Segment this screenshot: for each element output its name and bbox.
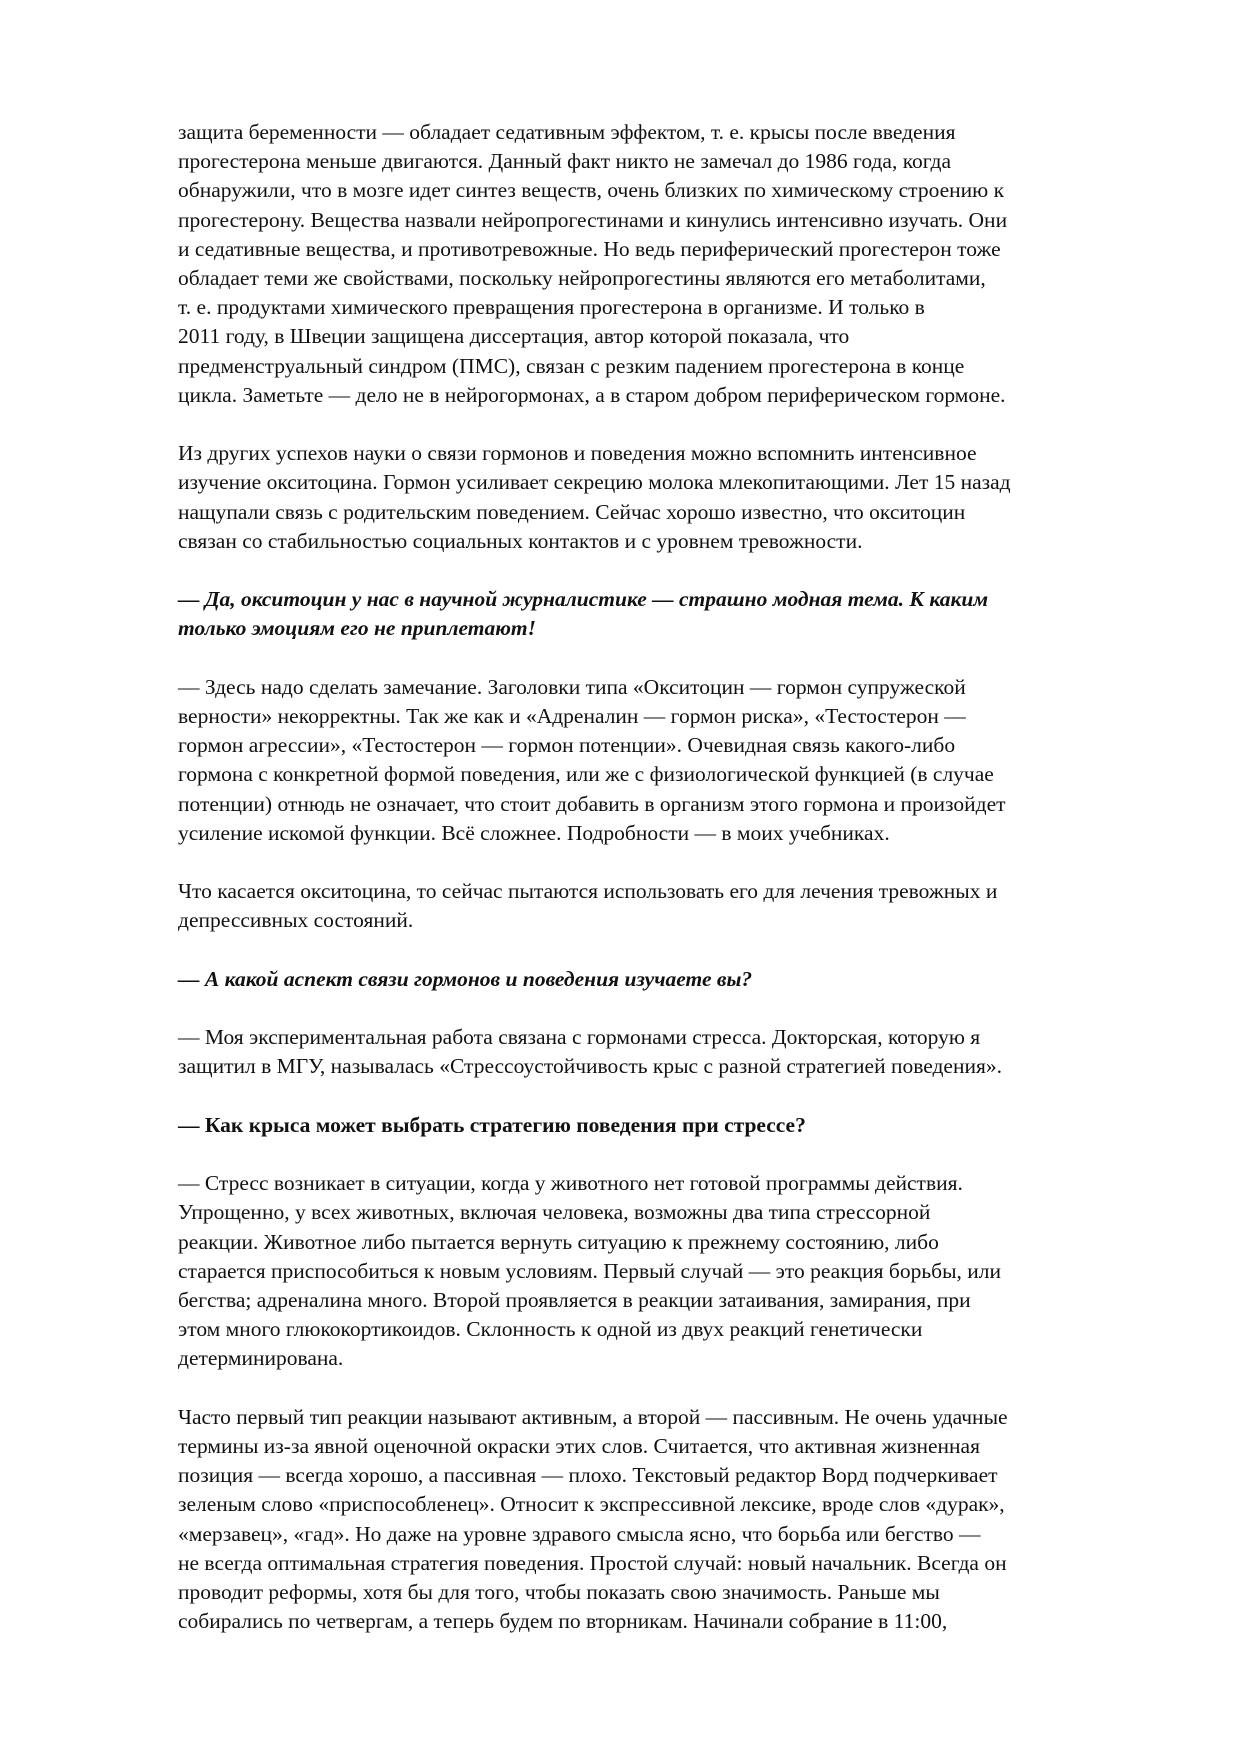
text-line: т. е. продуктами химического превращения прогестерона в организме. И только в bbox=[178, 295, 925, 320]
body-paragraph bbox=[178, 118, 1160, 410]
body-paragraph bbox=[178, 673, 1160, 848]
text-line: цикла. Заметьте — дело не в нейрогормонах, а в старом добром периферическом гормоне. bbox=[178, 382, 1006, 407]
text-line: собирались по четвергам, а теперь будем по вторникам. Начинали собрание в 11:00, bbox=[178, 1609, 948, 1634]
interview-question bbox=[178, 965, 1160, 994]
text-line: предменструальный синдром (ПМС), связан с резким падением прогестерона в конце bbox=[178, 353, 965, 378]
body-paragraph bbox=[178, 1023, 1160, 1081]
text-line: Что касается окситоцина, то сейчас пытаются использовать его для лечения тревожных и bbox=[178, 879, 998, 904]
text-line: детерминирована. bbox=[178, 1346, 344, 1371]
text-line: — А какой аспект связи гормонов и поведения изучаете вы? bbox=[178, 966, 753, 991]
text-line: — Моя экспериментальная работа связана с гормонами стресса. Докторская, которую я bbox=[178, 1025, 981, 1050]
text-line: позиция — всегда хорошо, а пассивная — плохо. Текстовый редактор Ворд подчеркивает bbox=[178, 1463, 998, 1488]
text-line: зеленым слово «приспособленец». Относит к экспрессивной лексике, вроде слов «дурак», bbox=[178, 1492, 1005, 1517]
text-line: связан со стабильностью социальных контактов и с уровнем тревожности. bbox=[178, 528, 863, 553]
text-line: термины из-за явной оценочной окраски этих слов. Считается, что активная жизненная bbox=[178, 1434, 980, 1458]
text-line: реакции. Животное либо пытается вернуть ситуацию к прежнему состоянию, либо bbox=[178, 1229, 939, 1254]
text-line: Часто первый тип реакции называют активным, а второй — пассивным. Не очень удачные bbox=[178, 1404, 1008, 1429]
text-line: потенции) отнюдь не означает, что стоит добавить в организм этого гормона и произойдет bbox=[178, 791, 1006, 816]
body-paragraph bbox=[178, 1169, 1160, 1373]
body-paragraph bbox=[178, 877, 1160, 935]
text-line: не всегда оптимальная стратегия поведения. Простой случай: новый начальник. Всегда он bbox=[178, 1550, 1007, 1575]
text-line: обладает теми же свойствами, поскольку нейропрогестины являются его метаболитами, bbox=[178, 266, 986, 291]
interview-question bbox=[178, 585, 1160, 643]
text-line: гормон агрессии», «Тестостерон — гормон потенции». Очевидная связь какого-либо bbox=[178, 733, 956, 758]
document-page bbox=[178, 118, 1160, 1666]
text-line: защитил в МГУ, называлась «Стрессоустойчивость крыс с разной стратегией поведения». bbox=[178, 1054, 1002, 1079]
text-line: нащупали связь с родительским поведением. Сейчас хорошо известно, что окситоцин bbox=[178, 499, 966, 524]
body-paragraph bbox=[178, 1403, 1160, 1637]
body-paragraph bbox=[178, 439, 1160, 556]
text-line: гормона с конкретной формой поведения, или же с физиологической функцией (в случае bbox=[178, 762, 994, 787]
text-line: прогестерона меньше двигаются. Данный факт никто не замечал до 1986 года, когда bbox=[178, 149, 952, 174]
interview-question bbox=[178, 1111, 1160, 1140]
text-line: верности» некорректны. Так же как и «Адреналин — гормон риска», «Тестостерон — bbox=[178, 704, 966, 729]
text-line: Из других успехов науки о связи гормонов и поведения можно вспомнить интенсивное bbox=[178, 441, 977, 466]
text-line: — Стресс возникает в ситуации, когда у животного нет готовой программы действия. bbox=[178, 1171, 963, 1196]
text-line: защита беременности — обладает седативным эффектом, т. е. крысы после введения bbox=[178, 120, 956, 144]
text-line: и седативные вещества, и противотревожные. Но ведь периферический прогестерон тоже bbox=[178, 236, 1001, 261]
text-line: 2011 году, в Швеции защищена диссертация, автор которой показала, что bbox=[178, 324, 850, 349]
text-line: Упрощенно, у всех животных, включая человека, возможны два типа стрессорной bbox=[178, 1200, 931, 1225]
text-line: только эмоциям его не приплетают! bbox=[178, 616, 537, 641]
text-line: прогестерону. Вещества назвали нейропрогестинами и кинулись интенсивно изучать. Они bbox=[178, 207, 1008, 232]
text-line: депрессивных состояний. bbox=[178, 908, 414, 933]
text-line: проводит реформы, хотя бы для того, чтобы показать свою значимость. Раньше мы bbox=[178, 1580, 940, 1605]
text-line: — Да, окситоцин у нас в научной журналистике — страшно модная тема. К каким bbox=[178, 587, 989, 612]
text-line: «мерзавец», «гад». Но даже на уровне здравого смысла ясно, что борьба или бегство — bbox=[178, 1521, 981, 1546]
text-line: усиление искомой функции. Всё сложнее. Подробности — в моих учебниках. bbox=[178, 820, 890, 845]
text-line: обнаружили, что в мозге идет синтез веществ, очень близких по химическому строению к bbox=[178, 178, 1005, 203]
text-line: этом много глюкокортикоидов. Склонность к одной из двух реакций генетически bbox=[178, 1317, 923, 1342]
text-line: бегства; адреналина много. Второй проявляется в реакции затаивания, замирания, при bbox=[178, 1288, 971, 1312]
text-line: изучение окситоцина. Гормон усиливает секрецию молока млекопитающими. Лет 15 назад bbox=[178, 470, 1011, 495]
text-line: — Как крыса может выбрать стратегию поведения при стрессе? bbox=[178, 1112, 806, 1137]
text-line: старается приспособиться к новым условиям. Первый случай — это реакция борьбы, или bbox=[178, 1258, 1002, 1283]
text-line: — Здесь надо сделать замечание. Заголовки типа «Окситоцин — гормон супружеской bbox=[178, 674, 966, 699]
